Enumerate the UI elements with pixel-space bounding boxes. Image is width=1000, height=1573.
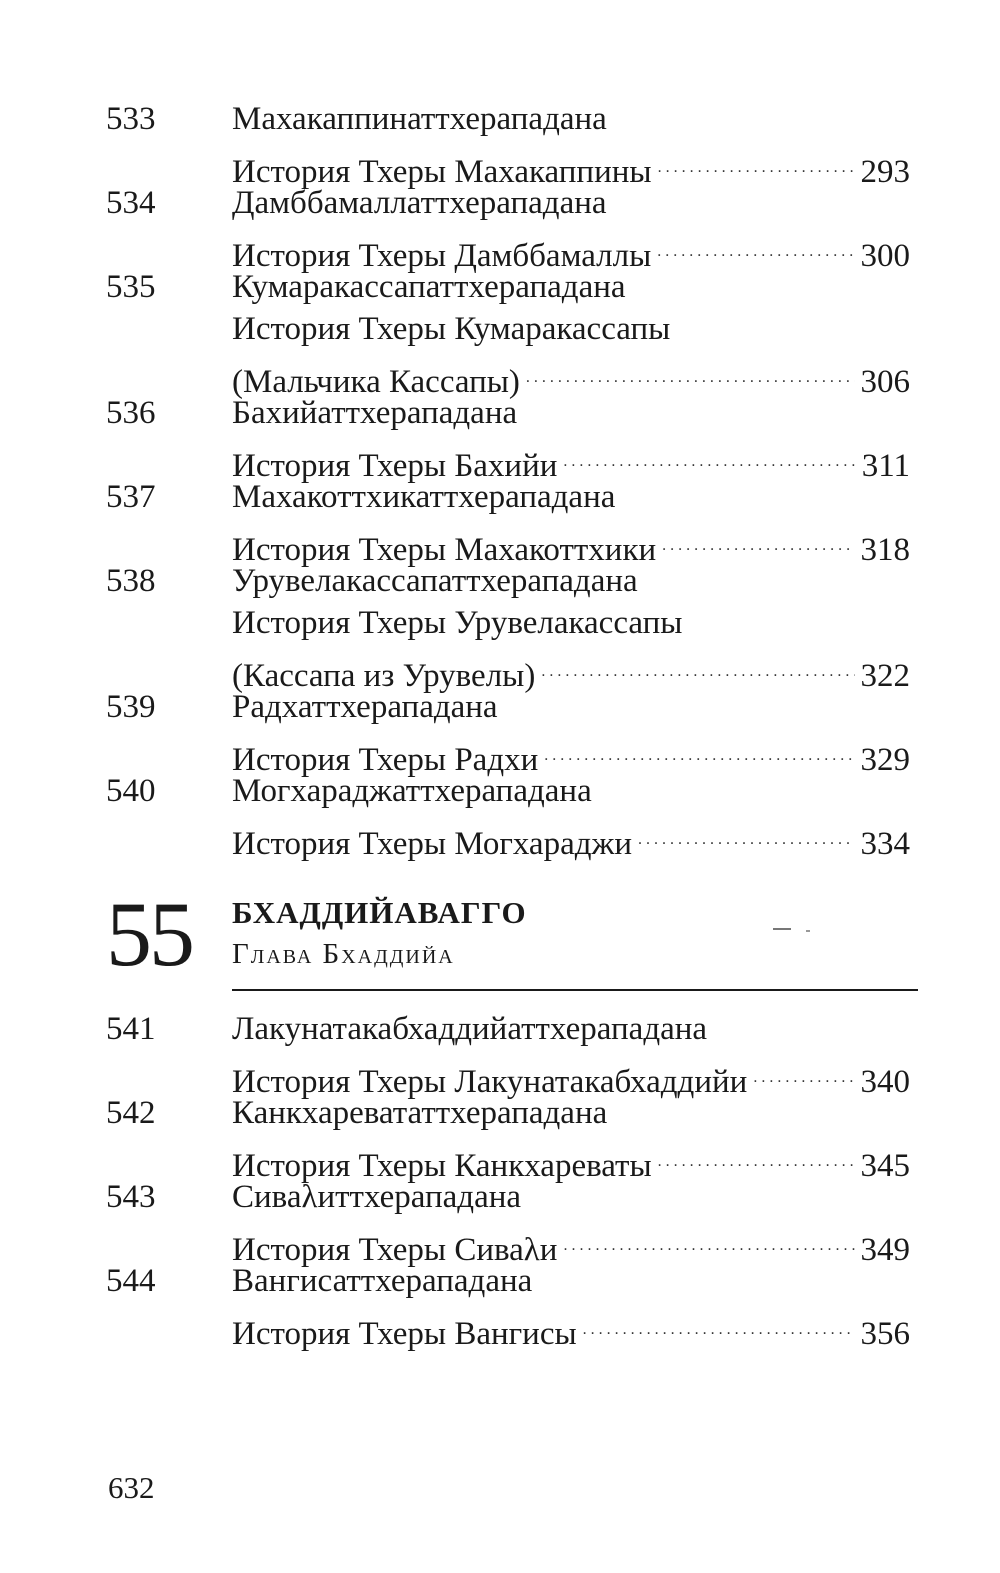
toc-entry xyxy=(0,686,1000,778)
entry-line xyxy=(0,518,1000,568)
entry-number: 543 xyxy=(106,1179,156,1215)
entry-line xyxy=(0,98,1000,140)
entry-pali-title: Дамббамаллаттхерападана xyxy=(232,185,607,221)
entry-title: История Тхеры Могхараджи xyxy=(232,826,632,862)
entry-title: (Кассапа из Урувелы) xyxy=(232,658,536,694)
entry-pali-title: Канкхаревататтхерападана xyxy=(232,1095,608,1131)
chapter-number: 55 xyxy=(106,883,192,985)
leader-dots xyxy=(541,644,854,686)
leader-dots xyxy=(658,1134,855,1176)
entry-pali-title: Бахийаттхерападана xyxy=(232,395,518,431)
entry-line xyxy=(0,392,1000,434)
entry-pali-title: Кумаракассапаттхерападана xyxy=(232,269,626,305)
leader-dots xyxy=(662,518,854,560)
toc-entry xyxy=(0,770,1000,862)
entry-page: 300 xyxy=(860,238,910,274)
entry-line xyxy=(0,224,1000,274)
entry-line xyxy=(0,728,1000,778)
entry-line xyxy=(0,1050,1000,1100)
entry-title-line: История Тхеры Кумаракассапы xyxy=(232,311,671,347)
chapter-title: БХАДДИЙАВАГГО xyxy=(232,895,527,930)
entry-line xyxy=(0,476,1000,518)
leader-dots xyxy=(638,812,855,854)
entry-page: 306 xyxy=(860,364,910,400)
entry-line xyxy=(0,812,1000,862)
entry-line xyxy=(0,308,1000,350)
entry-page: 340 xyxy=(860,1064,910,1100)
leader-dots xyxy=(753,1050,854,1092)
entry-pali-title: Лакунатакабхаддийаттхерападана xyxy=(232,1011,708,1047)
entry-line xyxy=(0,266,1000,308)
chapter-subtitle: Глава Бхаддийа xyxy=(232,938,455,970)
entry-title: История Тхеры Махакоттхики xyxy=(232,532,657,568)
entry-number: 542 xyxy=(106,1095,156,1131)
entry-title: История Тхеры Дамббамаллы xyxy=(232,238,652,274)
entry-pali-title: Радхаттхерападана xyxy=(232,689,498,725)
entry-line xyxy=(0,1134,1000,1184)
entry-title: (Мальчика Кассапы) xyxy=(232,364,520,400)
entry-leader-row xyxy=(232,812,910,865)
entry-line xyxy=(0,1092,1000,1134)
entry-number: 539 xyxy=(106,689,156,725)
entry-line xyxy=(0,560,1000,602)
leader-dots xyxy=(526,350,855,392)
toc-entry xyxy=(0,1176,1000,1268)
entry-page: 329 xyxy=(860,742,910,778)
entry-page: 318 xyxy=(860,532,910,568)
leader-dots xyxy=(657,224,854,266)
entry-line xyxy=(0,182,1000,224)
entry-pali-title: Вангисаттхерападана xyxy=(232,1263,533,1299)
entry-title: История Тхеры Лакунатакабхаддийи xyxy=(232,1064,748,1100)
entry-line xyxy=(0,350,1000,400)
leader-dots xyxy=(563,434,855,476)
entry-title: История Тхеры Махакаппины xyxy=(232,154,652,190)
entry-line xyxy=(0,602,1000,644)
chapter-rule xyxy=(232,989,918,991)
leader-dots xyxy=(658,140,855,182)
entry-page: 322 xyxy=(860,658,910,694)
toc-entry xyxy=(0,392,1000,484)
entry-line xyxy=(0,644,1000,694)
entry-pali-title: Махакаппинаттхерападана xyxy=(232,101,607,137)
entry-pali-title: Могхараджаттхерападана xyxy=(232,773,592,809)
entry-page: 293 xyxy=(860,154,910,190)
entry-line xyxy=(0,1302,1000,1352)
entry-number: 538 xyxy=(106,563,156,599)
toc-entry xyxy=(0,1092,1000,1184)
entry-page: 311 xyxy=(861,448,910,484)
entry-line xyxy=(0,686,1000,728)
entry-title: История Тхеры Вангисы xyxy=(232,1316,577,1352)
entry-title: История Тхеры Сиваλи xyxy=(232,1232,558,1268)
entry-page: 349 xyxy=(860,1232,910,1268)
toc-section-1 xyxy=(0,98,1000,862)
entry-number: 540 xyxy=(106,773,156,809)
entry-line xyxy=(0,770,1000,812)
entry-line xyxy=(0,1008,1000,1050)
entry-number: 535 xyxy=(106,269,156,305)
leader-dots xyxy=(563,1218,854,1260)
entry-pali-title: Урувелакассапаттхерападана xyxy=(232,563,638,599)
entry-leader-row xyxy=(232,1302,910,1355)
entry-page: 334 xyxy=(860,826,910,862)
entry-title: История Тхеры Бахийи xyxy=(232,448,558,484)
entry-page: 356 xyxy=(860,1316,910,1352)
entry-title-line: История Тхеры Урувелакассапы xyxy=(232,605,683,641)
entry-line xyxy=(0,434,1000,484)
entry-title: История Тхеры Радхи xyxy=(232,742,539,778)
leader-dots xyxy=(583,1302,855,1344)
entry-page: 345 xyxy=(860,1148,910,1184)
entry-line xyxy=(0,1260,1000,1302)
toc-entry xyxy=(0,1260,1000,1352)
entry-number: 536 xyxy=(106,395,156,431)
print-speck xyxy=(773,928,791,930)
leader-dots xyxy=(544,728,854,770)
entry-number: 541 xyxy=(106,1011,156,1047)
entry-line xyxy=(0,1176,1000,1218)
toc-section-2 xyxy=(0,1008,1000,1352)
toc-entry xyxy=(0,182,1000,274)
entry-pali-title: Махакоттхикаттхерападана xyxy=(232,479,616,515)
entry-pali-title: Сиваλиттхерападана xyxy=(232,1179,522,1215)
toc-entry xyxy=(0,560,1000,694)
entry-title: История Тхеры Канкхареваты xyxy=(232,1148,652,1184)
entry-line xyxy=(0,1218,1000,1268)
entry-number: 537 xyxy=(106,479,156,515)
entry-number: 533 xyxy=(106,101,156,137)
toc-entry xyxy=(0,476,1000,568)
toc-entry xyxy=(0,1008,1000,1100)
entry-number: 534 xyxy=(106,185,156,221)
toc-entry xyxy=(0,98,1000,190)
entry-line xyxy=(0,140,1000,190)
chapter-heading xyxy=(106,885,916,995)
page-number: 632 xyxy=(108,1470,155,1505)
print-speck xyxy=(806,930,810,932)
toc-entry xyxy=(0,266,1000,400)
entry-number: 544 xyxy=(106,1263,156,1299)
